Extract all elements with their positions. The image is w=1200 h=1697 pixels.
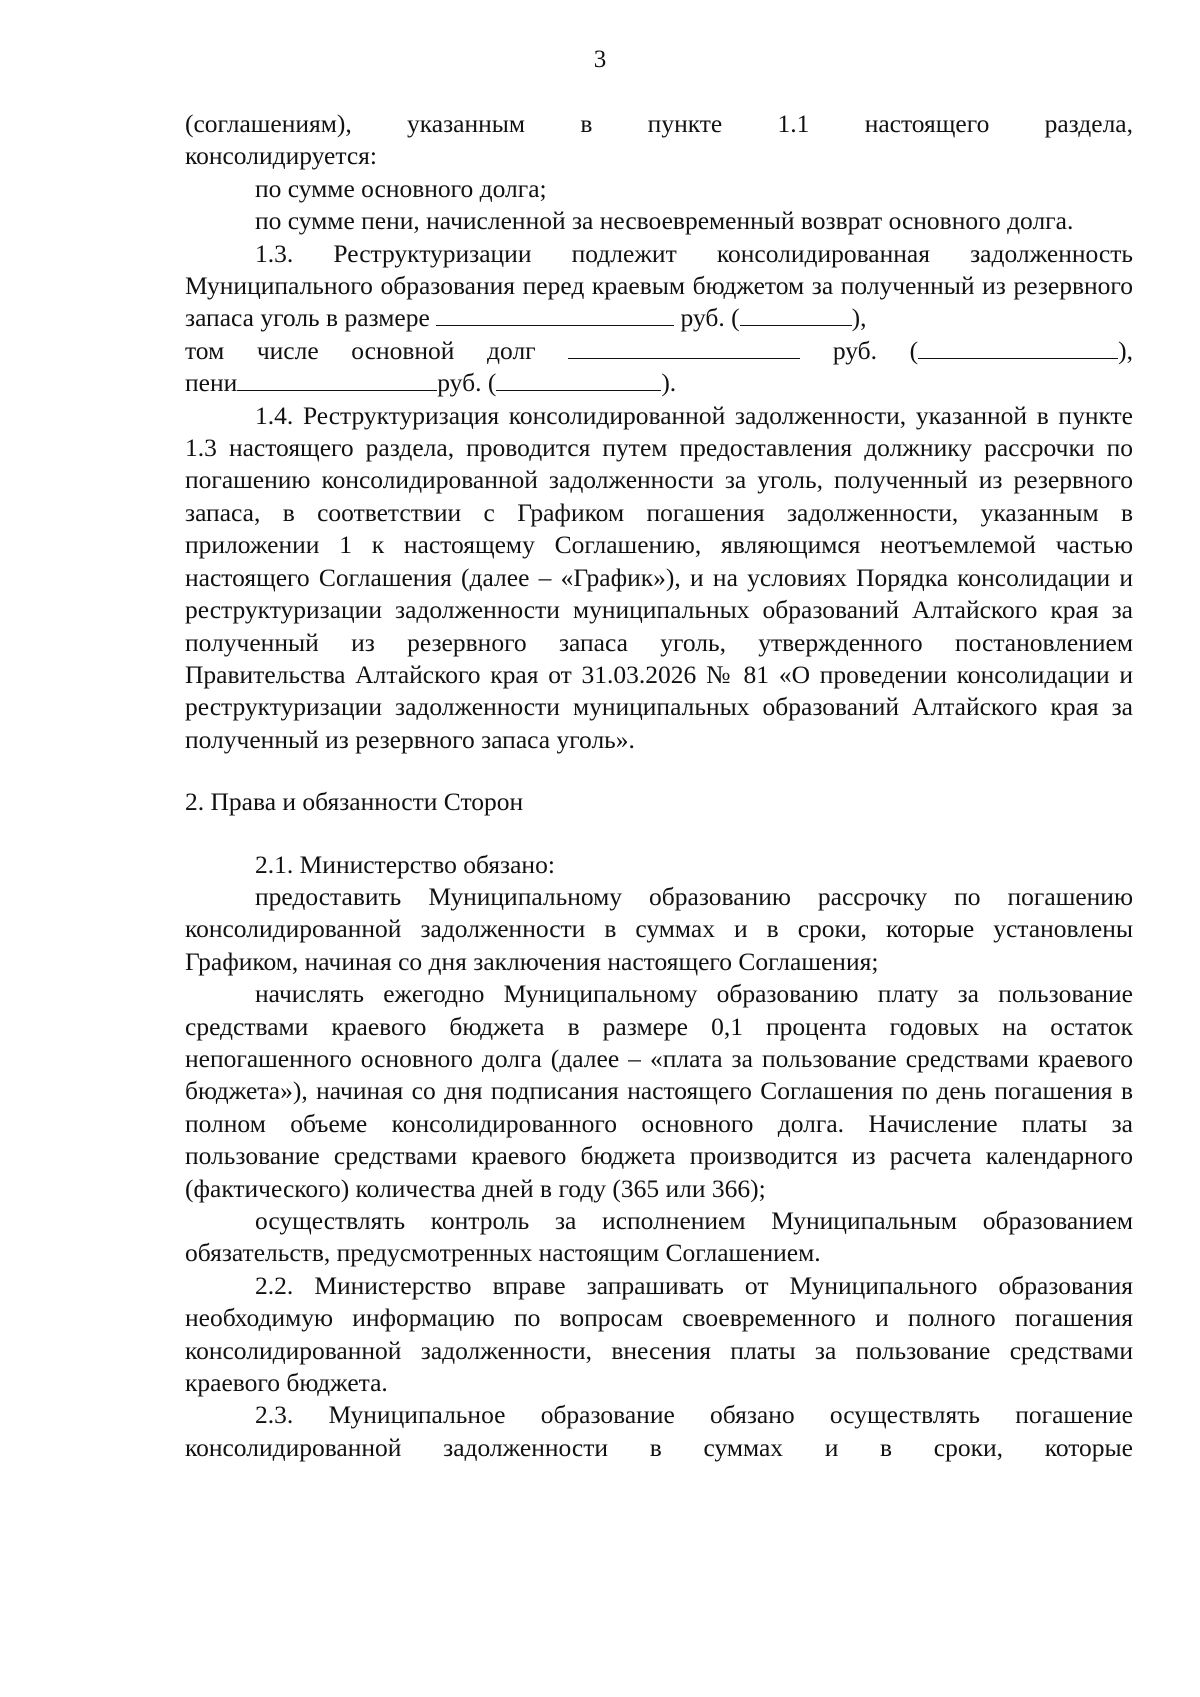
paragraph-2-1-c: осуществлять контроль за исполнением Муниципальным образованием обязательств, предусмотренных настоящим Соглашением. [185, 1206, 1133, 1268]
close-paren-1: ), [851, 303, 867, 333]
paragraph-2-1: 2.1. Министерство обязано: [255, 849, 555, 879]
paragraph-2-2: 2.2. Министерство вправе запрашивать от Муниципального образования необходимую информацию по вопросам своевременного и полного погашения консолидированной задолженности, внесения платы за пользование средствами краевого бюджета. [185, 1270, 1133, 1398]
close-paren-3: ). [661, 368, 677, 398]
amount-total-blank [436, 303, 674, 326]
section-2-heading: 2. Права и обязанности Сторон [185, 787, 524, 817]
paragraph-1-3-peni [185, 367, 1133, 399]
paragraph-1-4: 1.4. Реструктуризация консолидированной задолженности, указанной в пункте 1.3 настоящего раздела, проводится путем предоставления должнику рассрочки по погашению консолидированной задолженности за уголь, полученный из резервного запаса, в соответствии с Графиком погашения задолженности, указанным в приложении 1 к настоящему Соглашению, являющимся неотъемлемой частью настоящего Соглашения (далее – «График»), и на условиях Порядка консолидации и реструктуризации задолженности муниципальных образований Алтайского края за полученный из резервного запаса уголь, утвержденного постановлением Правительства Алтайского края от 31.03.2026 № 81 «О проведении консолидации и реструктуризации задолженности муниципальных образований Алтайского края за полученный из резервного запаса уголь». [185, 400, 1133, 754]
amount-total-words-blank [740, 303, 852, 326]
close-paren-2: ), [1118, 335, 1133, 365]
paragraph-continuation-a: (соглашениям), указанным в пункте 1.1 настоящего раздела, [185, 109, 1133, 138]
paragraph-continuation-b: консолидируется: [185, 141, 377, 171]
amount-peni-blank [237, 368, 437, 391]
document-body [185, 108, 1133, 1464]
paragraph-2-1-b: начислять ежегодно Муниципальному образованию плату за пользование средствами краевого бюджета в размере 0,1 процента годовых на остаток непогашенного основного долга (далее – «плата за пользование средствами краевого бюджета»), начиная со дня подписания настоящего Соглашения по день погашения в полном объеме консолидированного основного долга. Начисление платы за пользование средствами краевого бюджета производится из расчета календарного (фактического) количества дней в году (365 или 366); [185, 979, 1133, 1203]
rub-label-1: руб. ( [680, 303, 740, 333]
principal-label: том числе основной долг [185, 335, 536, 365]
paragraph-2-1-a: предоставить Муниципальному образованию рассрочку по погашению консолидированной задолженности в суммах и в сроки, которые установлены Графиком, начиная со дня заключения настоящего Соглашения; [185, 881, 1133, 976]
paragraph-1-3-principal [185, 335, 1133, 367]
paragraph-1-3-text: 1.3. Реструктуризации подлежит консолидированная задолженность Муниципального образования перед краевым бюджетом за полученный из резервного запаса уголь в размере [185, 238, 1133, 333]
rub-label-3: руб. ( [437, 368, 497, 398]
paragraph-penalty: по сумме пени, начисленной за несвоевременный возврат основного долга. [255, 206, 1074, 236]
amount-principal-words-blank [918, 336, 1118, 359]
peni-label: пени [185, 368, 238, 398]
amount-peni-words-blank [496, 368, 661, 391]
amount-principal-blank [568, 336, 800, 359]
rub-label-2: руб. ( [832, 335, 919, 365]
paragraph-2-3: 2.3. Муниципальное образование обязано осуществлять погашение консолидированной задолженности в суммах и в сроки, которые [185, 1400, 1133, 1462]
page-number: 3 [593, 46, 607, 73]
paragraph-1-3 [185, 238, 1133, 335]
paragraph-principal-debt: по сумме основного долга; [255, 173, 547, 203]
